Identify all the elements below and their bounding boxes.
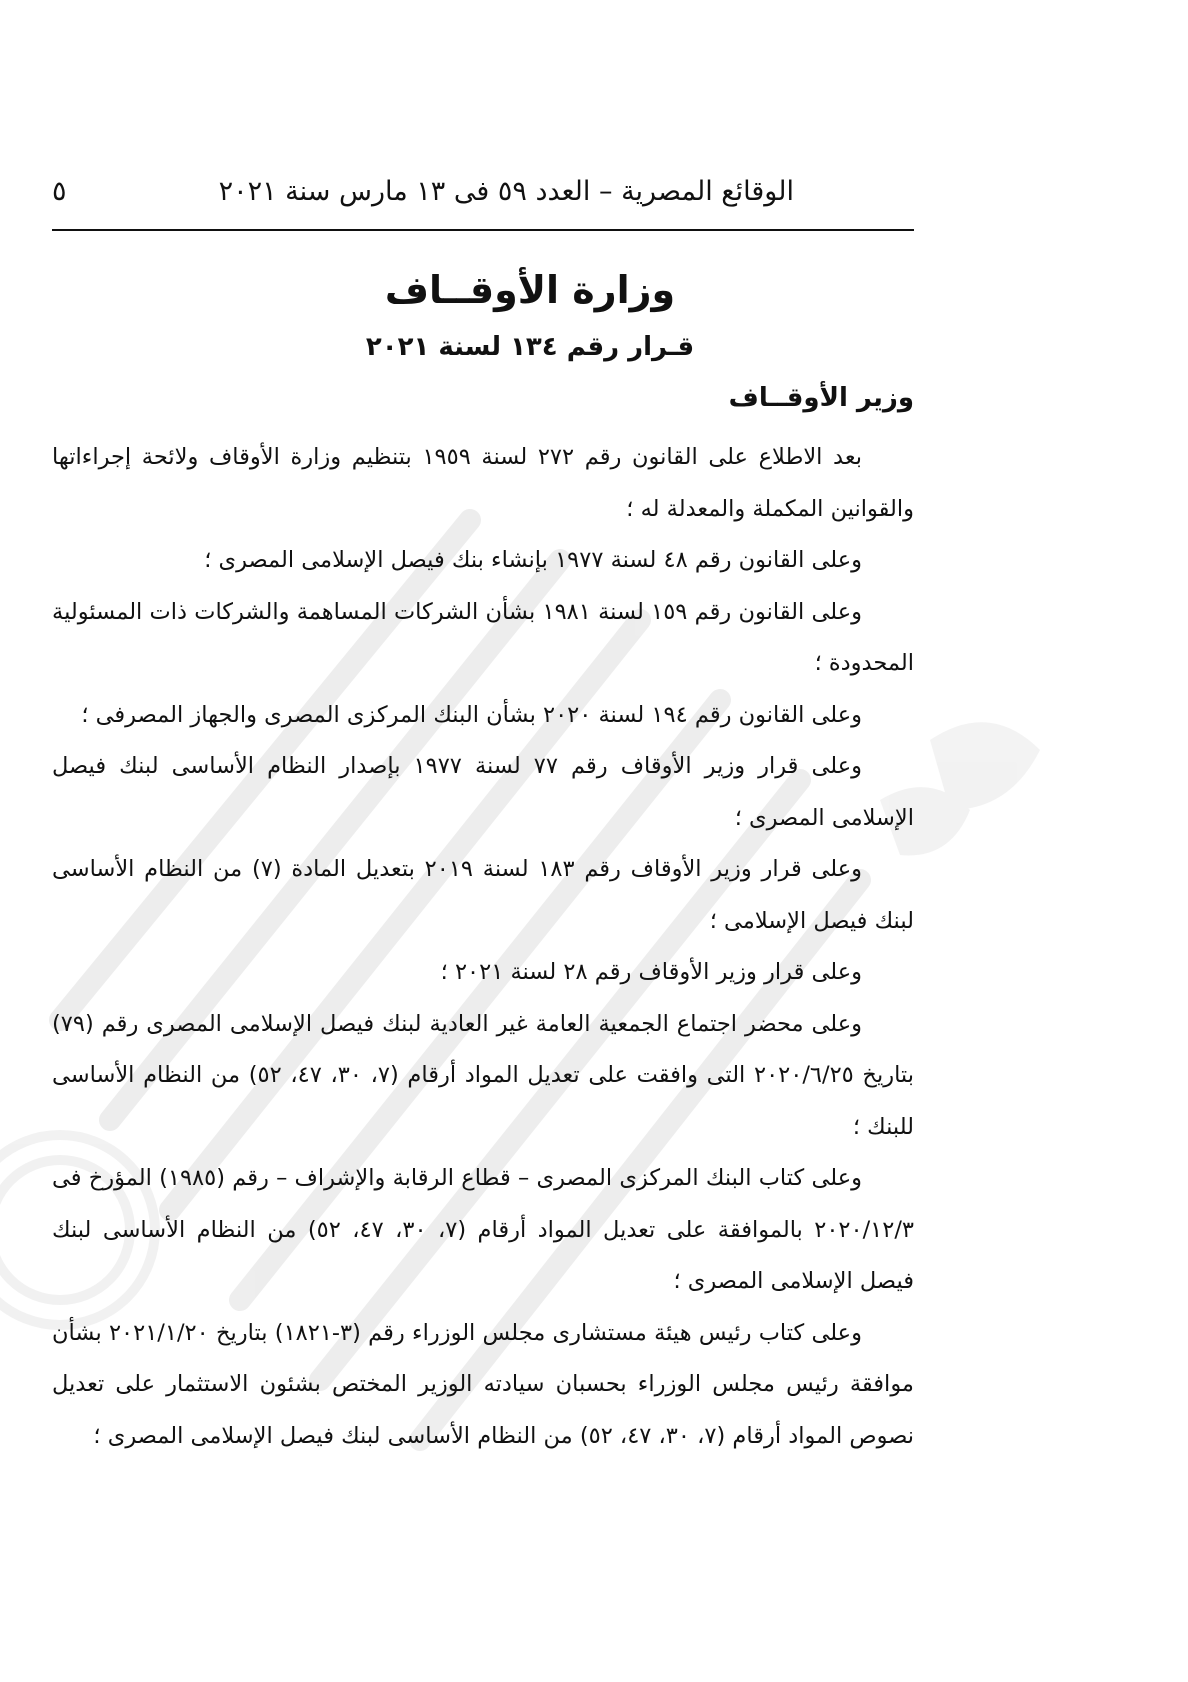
- paragraph: وعلى قرار وزير الأوقاف رقم ٧٧ لسنة ١٩٧٧ بإصدار النظام الأساسى لبنك فيصل الإسلامى المصرى ؛: [52, 753, 914, 831]
- paragraph: وعلى القانون رقم ١٥٩ لسنة ١٩٨١ بشأن الشركات المساهمة والشركات ذات المسئولية المحدودة ؛: [52, 598, 914, 676]
- paragraph: وعلى محضر اجتماع الجمعية العامة غير العادية لبنك فيصل الإسلامى المصرى رقم (٧٩) بتاريخ ٢٠٢٠/٦/٢٥ التى وافقت على تعديل المواد أرقام (٧، ٣٠، ٤٧، ٥٢) من النظام الأساسى للبنك ؛: [52, 1010, 914, 1140]
- decision-title: قـرار رقم ١٣٤ لسنة ٢٠٢١: [365, 332, 695, 362]
- decision-body: [52, 432, 914, 1462]
- minister-heading: وزير الأوقــاف: [728, 383, 914, 413]
- paragraph: وعلى قرار وزير الأوقاف رقم ٢٨ لسنة ٢٠٢١ ؛: [440, 959, 862, 985]
- paragraph: بعد الاطلاع على القانون رقم ٢٧٢ لسنة ١٩٥٩ بتنظيم وزارة الأوقاف ولائحة إجراءاتها والقوانين المكملة والمعدلة له ؛: [52, 444, 914, 522]
- page-number: ٥: [52, 176, 67, 207]
- header-title: الوقائع المصرية – العدد ٥٩ فى ١٣ مارس سنة ٢٠٢١: [218, 176, 794, 207]
- paragraph: وعلى القانون رقم ٤٨ لسنة ١٩٧٧ بإنشاء بنك فيصل الإسلامى المصرى ؛: [204, 547, 862, 573]
- paragraph: وعلى القانون رقم ١٩٤ لسنة ٢٠٢٠ بشأن البنك المركزى المصرى والجهاز المصرفى ؛: [81, 701, 862, 728]
- paragraph: وعلى كتاب رئيس هيئة مستشارى مجلس الوزراء رقم (٣-١٨٢١) بتاريخ ٢٠٢١/١/٢٠ بشأن موافقة رئيس مجلس الوزراء بحسبان سيادته الوزير المختص بشئون الاستثمار على تعديل نصوص المواد أرقام (٧، ٣٠، ٤٧، ٥٢) من النظام الأساسى لبنك فيصل الإسلامى المصرى ؛: [52, 1319, 914, 1449]
- paragraph: وعلى كتاب البنك المركزى المصرى – قطاع الرقابة والإشراف – رقم (١٩٨٥) المؤرخ فى ٢٠٢٠/١٢/٣ بالموافقة على تعديل المواد أرقام (٧، ٣٠، ٤٧، ٥٢) من النظام الأساسى لبنك فيصل الإسلامى المصرى ؛: [52, 1165, 915, 1294]
- page-header: [52, 166, 914, 226]
- paragraph: وعلى قرار وزير الأوقاف رقم ١٨٣ لسنة ٢٠١٩ بتعديل المادة (٧) من النظام الأساسى لبنك فيصل الإسلامى ؛: [52, 856, 914, 934]
- header-divider: [52, 229, 914, 231]
- ministry-title: وزارة الأوقــاف: [384, 268, 676, 312]
